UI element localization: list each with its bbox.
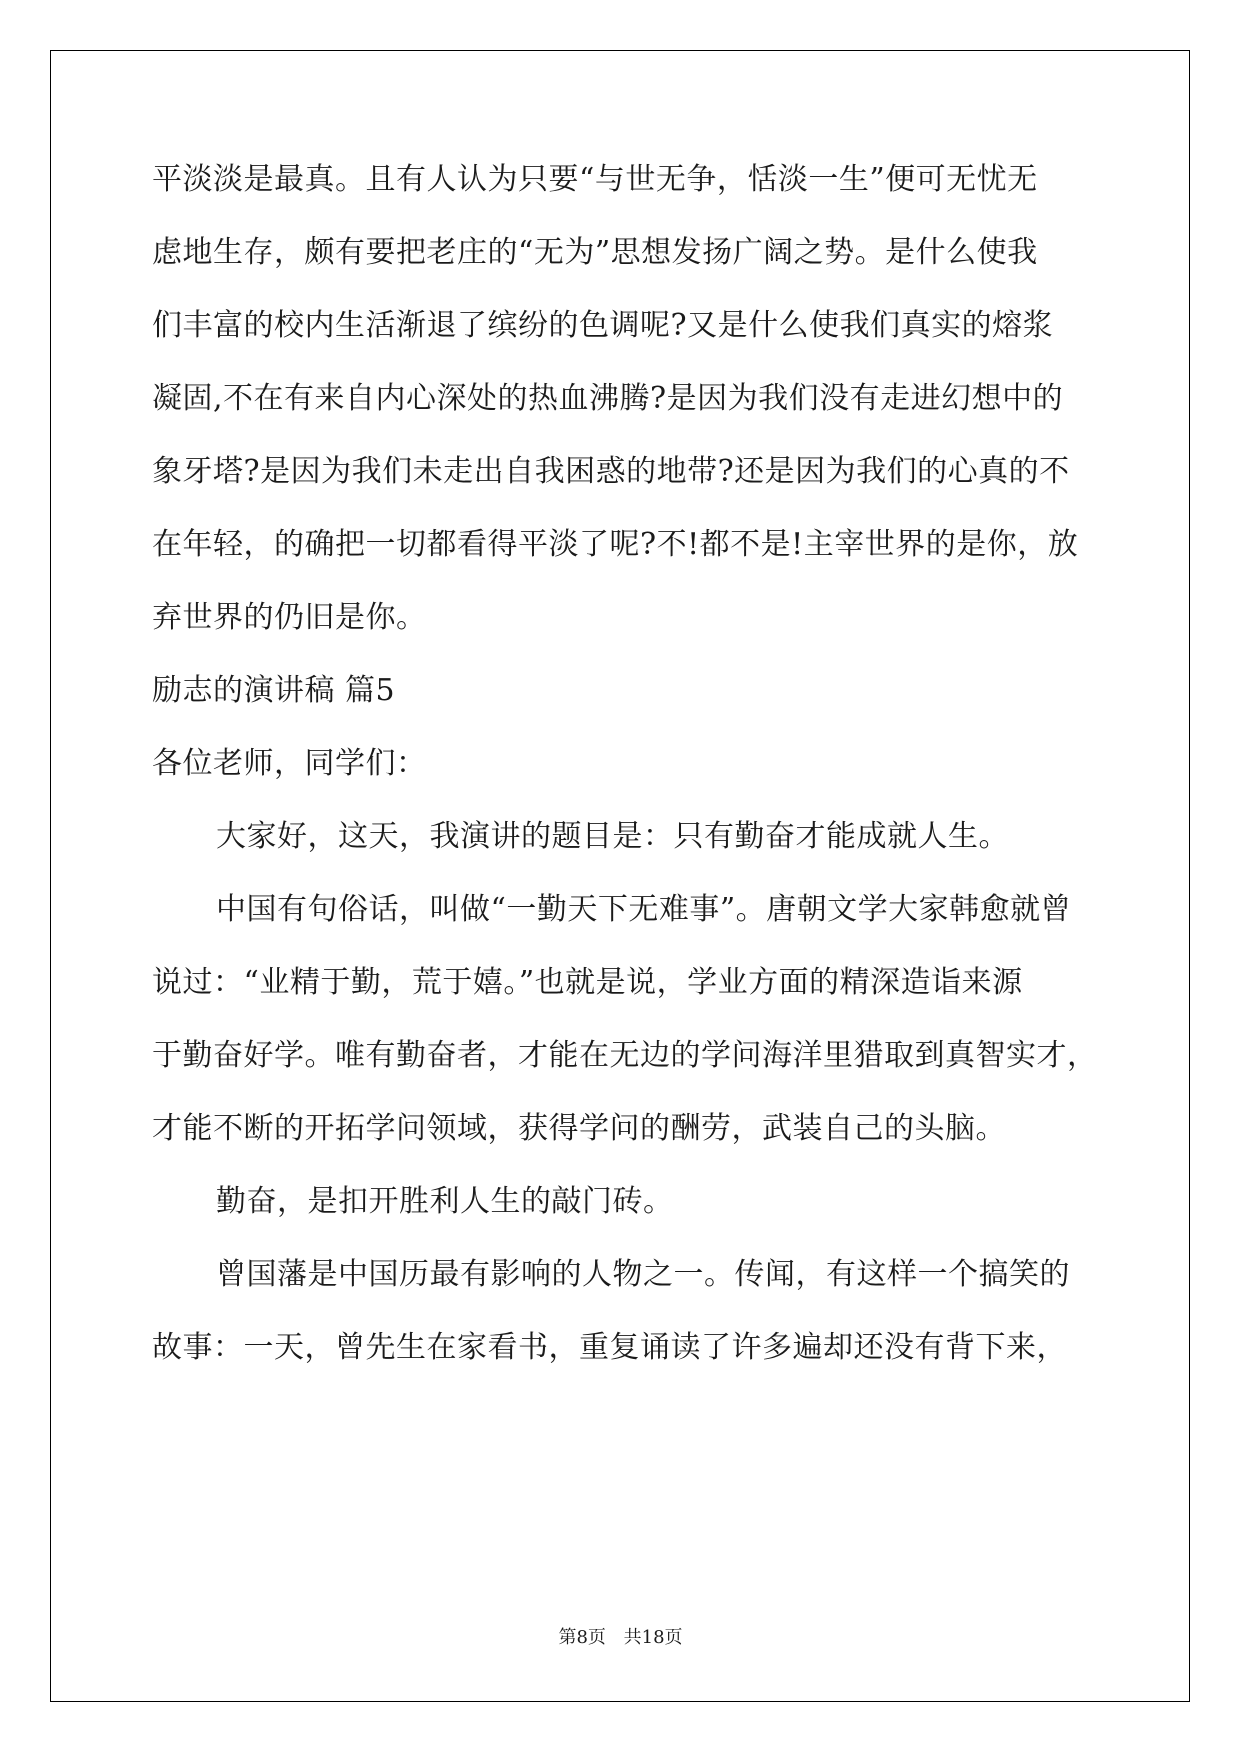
page-border xyxy=(50,50,1190,1702)
page-total: 共18页 xyxy=(623,1627,683,1648)
text-line: 凝固,不在有来自内心深处的热血沸腾?是因为我们没有走进幻想中的 xyxy=(152,381,1064,416)
text-line: 说过：“业精于勤，荒于嬉。”也就是说，学业方面的精深造诣来源 xyxy=(152,965,1023,1000)
text-line: 中国有句俗话，叫做“一勤天下无难事”。唐朝文学大家韩愈就曾 xyxy=(216,892,1072,927)
text-line: 大家好，这天，我演讲的题目是：只有勤奋才能成就人生。 xyxy=(216,819,1009,854)
text-line: 弃世界的仍旧是你。 xyxy=(152,600,427,635)
text-line: 们丰富的校内生活渐退了缤纷的色调呢?又是什么使我们真实的熔浆 xyxy=(152,308,1054,343)
text-line: 故事：一天，曾先生在家看书，重复诵读了许多遍却还没有背下来， xyxy=(152,1330,1067,1365)
text-line: 在年轻，的确把一切都看得平淡了呢?不!都不是!主宰世界的是你，放 xyxy=(152,527,1079,562)
text-line: 虑地生存，颇有要把老庄的“无为”思想发扬广阔之势。是什么使我 xyxy=(152,235,1038,270)
text-line: 象牙塔?是因为我们未走出自我困惑的地带?还是因为我们的心真的不 xyxy=(152,454,1070,489)
section-heading: 励志的演讲稿 篇5 xyxy=(152,673,396,708)
page-footer xyxy=(0,1623,1241,1649)
text-line: 才能不断的开拓学问领域，获得学问的酬劳，武装自己的头脑。 xyxy=(152,1111,1006,1146)
text-line: 勤奋，是扣开胜利人生的敲门砖。 xyxy=(216,1184,674,1219)
text-line: 平淡淡是最真。且有人认为只要“与世无争，恬淡一生”便可无忧无 xyxy=(152,162,1038,197)
text-line: 于勤奋好学。唯有勤奋者，才能在无边的学问海洋里猎取到真智实才， xyxy=(152,1038,1098,1073)
page-number: 第8页 xyxy=(558,1627,606,1648)
salutation: 各位老师，同学们： xyxy=(152,746,427,781)
text-line: 曾国藩是中国历最有影响的人物之一。传闻，有这样一个搞笑的 xyxy=(216,1257,1070,1292)
